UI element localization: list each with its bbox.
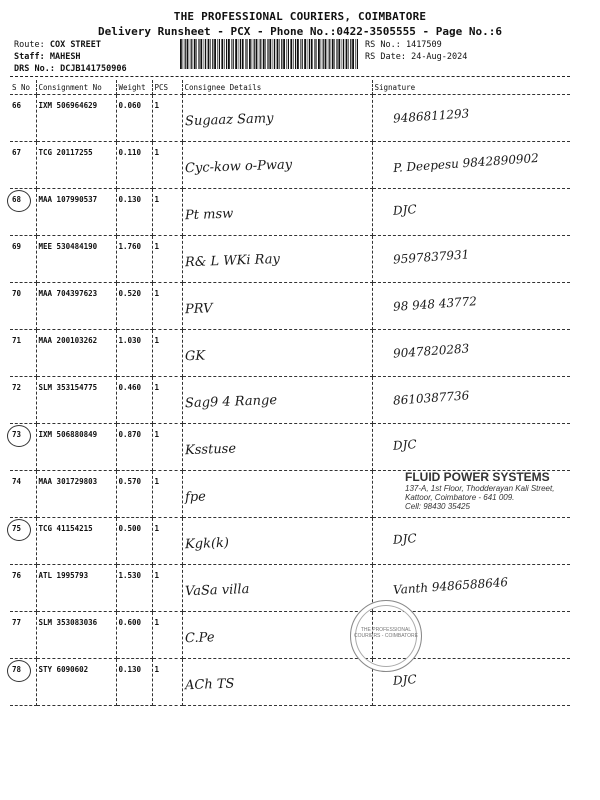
barcode-bar: [212, 39, 213, 69]
barcode-bar: [295, 39, 296, 69]
header-divider: [10, 76, 570, 77]
barcode-bar: [269, 39, 271, 69]
barcode-bar: [256, 39, 258, 69]
barcode-bar: [311, 39, 313, 69]
row-signature-cell: [372, 189, 570, 236]
signature-handwriting: 9047820283: [392, 341, 470, 361]
signature-handwriting: DJC: [392, 672, 417, 688]
barcode-bar: [332, 39, 334, 69]
table-header-row: [10, 80, 570, 95]
row-weight: 0.870: [116, 424, 152, 471]
hand-circle-mark: [7, 425, 31, 447]
row-consignee-cell: [182, 471, 372, 518]
hand-circle-mark: [7, 519, 31, 541]
row-consignment-no: IXM 506880849: [36, 424, 116, 471]
consignee-handwriting: Pt msw: [184, 206, 234, 224]
barcode-bar: [265, 39, 266, 69]
signature-handwriting: 9597837931: [392, 247, 470, 267]
row-weight: 1.030: [116, 330, 152, 377]
row-signature-cell: [372, 142, 570, 189]
hand-circle-mark: [7, 660, 31, 682]
row-pcs: 1: [152, 565, 182, 612]
table-row: [10, 424, 570, 471]
row-signature-cell: [372, 236, 570, 283]
row-pcs: 1: [152, 283, 182, 330]
rs-no-line: [365, 40, 442, 50]
consignee-handwriting: R& L WKi Ray: [184, 251, 280, 271]
row-signature-cell: [372, 283, 570, 330]
barcode-bar: [277, 39, 279, 69]
row-signature-cell: [372, 377, 570, 424]
row-consignee-cell: [182, 95, 372, 142]
row-sno: 76: [10, 565, 36, 612]
signature-handwriting: Vanth 9486588646: [392, 575, 509, 597]
barcode-bar: [217, 39, 218, 69]
row-consignee-cell: [182, 565, 372, 612]
row-consignee-cell: [182, 283, 372, 330]
row-consignment-no: STY 6090602: [36, 659, 116, 706]
row-consignee-cell: [182, 142, 372, 189]
row-consignment-no: IXM 506964629: [36, 95, 116, 142]
row-weight: 0.110: [116, 142, 152, 189]
barcode-bar: [200, 39, 202, 69]
barcode-bar: [293, 39, 294, 69]
barcode-bar: [208, 39, 210, 69]
table-row: [10, 518, 570, 565]
row-pcs: 1: [152, 330, 182, 377]
barcode-bar: [235, 39, 237, 69]
seal-text: THE PROFESSIONAL COURIERS - COIMBATORE: [354, 627, 418, 639]
barcode-bar: [196, 39, 197, 69]
barcode-bar: [246, 39, 247, 69]
barcode-bar: [338, 39, 340, 69]
runsheet-subtitle: Delivery Runsheet - PCX - Phone No.:0422-3505555 - Page No.:6: [98, 25, 502, 38]
barcode-bar: [288, 39, 289, 69]
barcode-bar: [190, 39, 191, 69]
barcode-bar: [240, 39, 241, 69]
consignee-handwriting: PRV: [184, 301, 213, 318]
barcode-bar: [254, 39, 255, 69]
table-row: [10, 95, 570, 142]
signature-handwriting: 8610387736: [392, 388, 470, 408]
barcode-bar: [219, 39, 220, 69]
staff-line: [14, 52, 81, 62]
row-signature-cell: [372, 330, 570, 377]
rs-no-label: RS No.:: [365, 40, 401, 50]
consignment-table: [10, 80, 570, 706]
barcode-bar: [204, 39, 205, 69]
row-consignment-no: MAA 301729803: [36, 471, 116, 518]
row-weight: 0.500: [116, 518, 152, 565]
row-consignment-no: SLM 353083036: [36, 612, 116, 659]
row-weight: 0.520: [116, 283, 152, 330]
row-sno: 68: [10, 189, 36, 236]
table-row: [10, 236, 570, 283]
table-row: [10, 565, 570, 612]
row-weight: 0.130: [116, 189, 152, 236]
barcode-bar: [233, 39, 234, 69]
barcode-bar: [224, 39, 225, 69]
stamp-phone: Cell: 98430 35425: [405, 502, 470, 511]
consignee-handwriting: Cyc-kow o-Pway: [184, 157, 292, 177]
row-consignment-no: TCG 20117255: [36, 142, 116, 189]
barcode: [180, 39, 360, 69]
row-consignee-cell: [182, 518, 372, 565]
rs-date-label: RS Date:: [365, 52, 406, 62]
signature-handwriting: DJC: [392, 437, 417, 453]
row-consignee-cell: [182, 612, 372, 659]
barcode-bar: [286, 39, 287, 69]
stamp-company-name: FLUID POWER SYSTEMS: [405, 470, 550, 484]
barcode-bar: [249, 39, 251, 69]
barcode-bar: [350, 39, 351, 69]
table-row: [10, 330, 570, 377]
row-pcs: 1: [152, 189, 182, 236]
barcode-bar: [194, 39, 196, 69]
barcode-bar: [348, 39, 349, 69]
runsheet-title: THE PROFESSIONAL COURIERS, COIMBATORE: [173, 10, 427, 23]
drs-value: DCJB141750906: [60, 64, 127, 74]
row-consignee-cell: [182, 236, 372, 283]
col-pcs: PCS: [152, 80, 182, 95]
barcode-bar: [315, 39, 316, 69]
col-sno: S No: [10, 80, 36, 95]
staff-label: Staff:: [14, 52, 45, 62]
barcode-bar: [231, 39, 232, 69]
row-signature-cell: [372, 518, 570, 565]
barcode-bar: [221, 39, 223, 69]
barcode-bar: [283, 39, 285, 69]
table-row: [10, 283, 570, 330]
barcode-bar: [323, 39, 324, 69]
barcode-bar: [191, 39, 192, 69]
signature-handwriting: 9486811293: [392, 106, 470, 126]
barcode-bar: [329, 39, 330, 69]
table-row: [10, 142, 570, 189]
barcode-bar: [180, 39, 182, 69]
barcode-bar: [297, 39, 299, 69]
consignee-handwriting: VaSa villa: [184, 581, 250, 600]
row-weight: 1.530: [116, 565, 152, 612]
barcode-bar: [290, 39, 292, 69]
row-consignment-no: MAA 200103262: [36, 330, 116, 377]
table-row: [10, 659, 570, 706]
barcode-bar: [304, 39, 306, 69]
barcode-bar: [214, 39, 216, 69]
signature-handwriting: 98 948 43772: [392, 294, 477, 314]
consignee-handwriting: Sag9 4 Range: [184, 393, 277, 412]
row-consignment-no: ATL 1995793: [36, 565, 116, 612]
col-consignee: Consignee Details: [182, 80, 372, 95]
consignee-handwriting: Kgk(k): [184, 535, 229, 553]
barcode-bar: [245, 39, 246, 69]
row-signature-cell: [372, 424, 570, 471]
barcode-bar: [318, 39, 320, 69]
barcode-bar: [302, 39, 303, 69]
consignee-handwriting: fpe: [184, 489, 206, 506]
barcode-bar: [228, 39, 230, 69]
company-stamp: [405, 470, 580, 511]
barcode-bar: [259, 39, 260, 69]
row-consignee-cell: [182, 189, 372, 236]
barcode-bar: [210, 39, 211, 69]
barcode-bar: [183, 39, 184, 69]
barcode-bar: [205, 39, 206, 69]
row-sno: 70: [10, 283, 36, 330]
consignee-handwriting: Ksstuse: [184, 441, 236, 459]
barcode-bar: [279, 39, 280, 69]
drs-label: DRS No.:: [14, 64, 55, 74]
hand-circle-mark: [7, 190, 31, 212]
row-pcs: 1: [152, 471, 182, 518]
table-row: [10, 189, 570, 236]
table-row: [10, 377, 570, 424]
barcode-bar: [185, 39, 186, 69]
barcode-bar: [252, 39, 253, 69]
staff-value: MAHESH: [49, 52, 81, 62]
barcode-bar: [300, 39, 301, 69]
barcode-bar: [238, 39, 239, 69]
row-pcs: 1: [152, 659, 182, 706]
barcode-bar: [336, 39, 337, 69]
barcode-bar: [357, 39, 358, 69]
route-line: [14, 40, 101, 50]
row-weight: 1.760: [116, 236, 152, 283]
barcode-bar: [263, 39, 265, 69]
row-consignee-cell: [182, 659, 372, 706]
row-sno: 77: [10, 612, 36, 659]
barcode-bar: [325, 39, 327, 69]
barcode-bar: [321, 39, 322, 69]
signature-handwriting: DJC: [392, 531, 417, 547]
row-weight: 0.460: [116, 377, 152, 424]
row-weight: 0.060: [116, 95, 152, 142]
barcode-bar: [334, 39, 335, 69]
row-sno: 66: [10, 95, 36, 142]
barcode-bar: [273, 39, 274, 69]
rs-date-line: [365, 52, 467, 62]
row-weight: 0.130: [116, 659, 152, 706]
row-sno: 69: [10, 236, 36, 283]
barcode-bar: [281, 39, 282, 69]
row-consignment-no: TCG 41154215: [36, 518, 116, 565]
row-sno: 72: [10, 377, 36, 424]
row-weight: 0.600: [116, 612, 152, 659]
barcode-bar: [342, 39, 343, 69]
row-consignee-cell: [182, 330, 372, 377]
drs-line: [14, 64, 127, 74]
consignee-handwriting: GK: [184, 348, 205, 365]
rs-date-value: 24-Aug-2024: [411, 52, 468, 62]
col-consignment: Consignment No: [36, 80, 116, 95]
barcode-bar: [307, 39, 308, 69]
stamp-address-2: Kattoor, Coimbatore - 641 009.: [405, 493, 515, 502]
row-consignment-no: MEE 530484190: [36, 236, 116, 283]
row-consignment-no: MAA 704397623: [36, 283, 116, 330]
row-consignee-cell: [182, 424, 372, 471]
signature-handwriting: DJC: [392, 202, 417, 218]
row-sno: 74: [10, 471, 36, 518]
barcode-bar: [226, 39, 227, 69]
row-signature-cell: [372, 95, 570, 142]
barcode-bar: [187, 39, 189, 69]
row-consignment-no: MAA 107990537: [36, 189, 116, 236]
row-sno: 78: [10, 659, 36, 706]
row-sno: 67: [10, 142, 36, 189]
row-sno: 73: [10, 424, 36, 471]
barcode-bar: [355, 39, 356, 69]
barcode-bar: [346, 39, 348, 69]
row-consignee-cell: [182, 377, 372, 424]
courier-seal: [350, 600, 422, 672]
consignee-handwriting: Sugaaz Samy: [184, 111, 274, 130]
barcode-bar: [260, 39, 261, 69]
barcode-bar: [267, 39, 268, 69]
row-pcs: 1: [152, 377, 182, 424]
route-value: COX STREET: [49, 40, 102, 50]
row-pcs: 1: [152, 612, 182, 659]
barcode-bar: [274, 39, 275, 69]
barcode-bar: [198, 39, 199, 69]
barcode-bar: [328, 39, 329, 69]
barcode-bar: [352, 39, 354, 69]
barcode-bar: [314, 39, 315, 69]
route-label: Route:: [14, 40, 45, 50]
stamp-address-1: 137-A, 1st Floor, Thodderayan Kali Street,: [405, 484, 555, 493]
signature-handwriting: P. Deepesu 9842890902: [392, 150, 539, 176]
col-signature: Signature: [372, 80, 570, 95]
row-pcs: 1: [152, 142, 182, 189]
rs-no-value: 1417509: [405, 40, 442, 50]
row-weight: 0.570: [116, 471, 152, 518]
barcode-bar: [343, 39, 344, 69]
row-pcs: 1: [152, 236, 182, 283]
barcode-bar: [242, 39, 244, 69]
row-pcs: 1: [152, 424, 182, 471]
row-sno: 71: [10, 330, 36, 377]
row-consignment-no: SLM 353154775: [36, 377, 116, 424]
col-weight: Weight: [116, 80, 152, 95]
barcode-bar: [309, 39, 310, 69]
row-sno: 75: [10, 518, 36, 565]
consignee-handwriting: C.Pe: [184, 630, 215, 647]
consignee-handwriting: ACh TS: [184, 676, 235, 694]
table-row: [10, 612, 570, 659]
row-pcs: 1: [152, 518, 182, 565]
row-pcs: 1: [152, 95, 182, 142]
